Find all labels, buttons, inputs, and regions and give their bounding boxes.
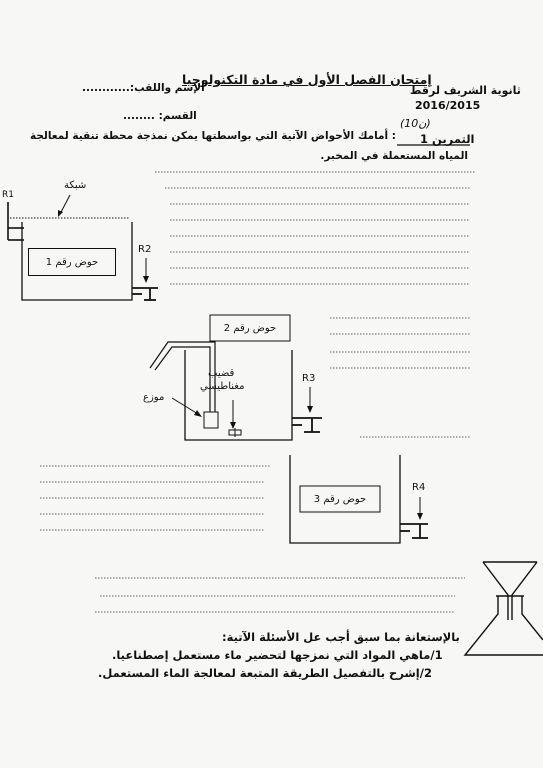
r3-label: R3 [302, 373, 316, 384]
net-label: شبكة [64, 180, 87, 191]
r1-label: R1 [2, 190, 14, 200]
tank-3-label-box [300, 486, 380, 512]
exercise-points: (10ن) [400, 117, 431, 130]
exercise-text-line2: المياه المستعملة في المخبر. [320, 150, 468, 162]
questions-intro: بالإستعانة بما سبق أجب عل الأسئلة الآتية: [222, 630, 460, 644]
magnet-label-1: قضيب [208, 368, 235, 379]
class-field-label: القسم: ........ [123, 110, 197, 122]
magnet-label-2: مغناطيسي [200, 381, 245, 392]
answer-lines [40, 172, 475, 612]
tap-r3 [292, 418, 322, 432]
tank-2-label-box [210, 315, 290, 341]
r2-label: R2 [138, 244, 152, 255]
tank-3-label: حوض رقم 3 [313, 493, 367, 505]
tank-1-label: حوض رقم 1 [45, 256, 99, 268]
school-year: 2016/2015 [415, 99, 481, 112]
question-1: 1/ماهي المواد التي نمزجها لتحضير ماء مستعمل إصطناعيا. [112, 648, 443, 662]
tank-2-label: حوض رقم 2 [223, 322, 277, 334]
page-title: إمتحان الفصل الأول في مادة التكنولوجيا [182, 72, 432, 87]
net-arrow [60, 195, 70, 214]
exercise-text-line1: : أمامك الأحواض الآتية التي بواسطتها يمكن نمذجة محطة تنقية لمعالجة [29, 130, 396, 142]
distributor-label: موزع [143, 392, 165, 403]
question-2: 2/إشرح بالتفصيل الطريقة المتبعة لمعالجة الماء المستعمل. [98, 666, 432, 680]
name-field-label: الإسم واللقب:............ [82, 82, 205, 94]
r4-label: R4 [412, 482, 426, 493]
tap-r4 [400, 524, 428, 538]
funnel-flask [465, 562, 543, 655]
tap-r2 [132, 288, 158, 300]
exercise-label: التمرين 1 [420, 132, 475, 146]
tank-1-label-box [28, 248, 116, 276]
school-name: ثانوية الشريف لرقط [410, 84, 521, 97]
